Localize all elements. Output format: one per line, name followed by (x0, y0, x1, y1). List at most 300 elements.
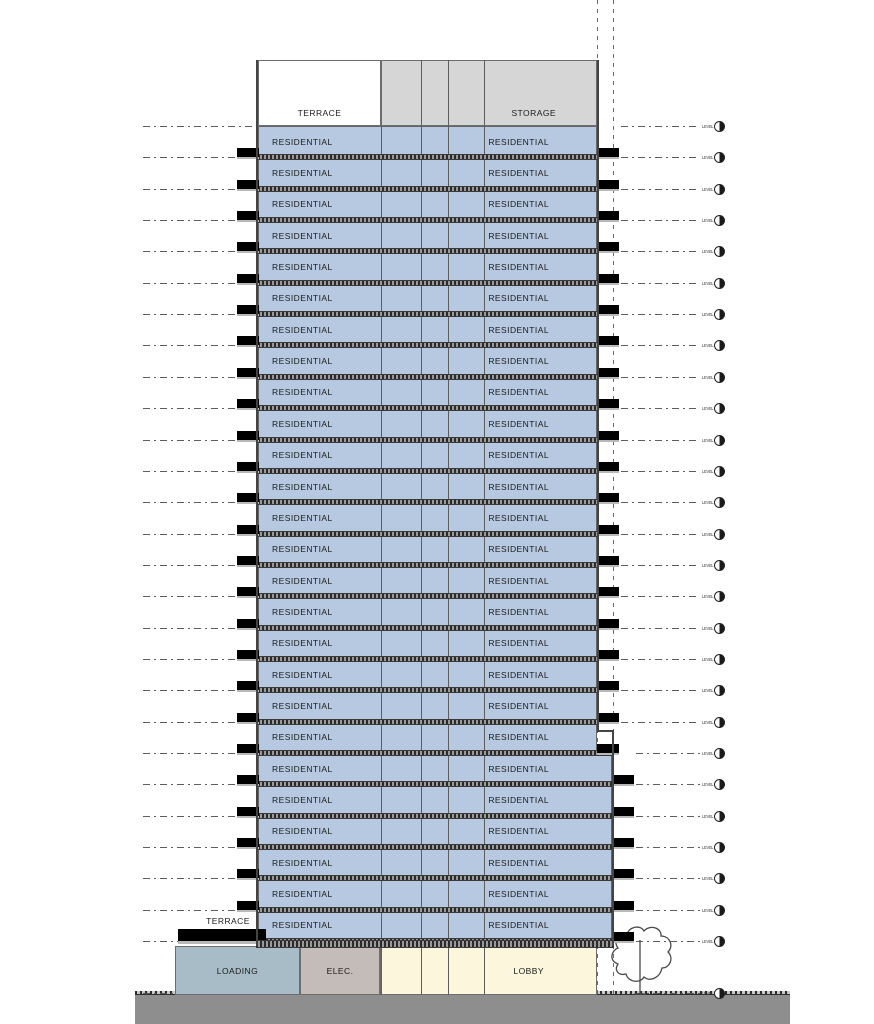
floor-structure-band-25 (258, 907, 612, 913)
level-line-right-12 (621, 502, 700, 503)
balcony-right-19 (597, 713, 619, 722)
elevation-target-icon-16 (714, 623, 725, 634)
floor-label-left-19: RESIDENTIAL (272, 700, 333, 711)
elevation-target-icon-2 (714, 184, 725, 195)
floor-8-column-line-3 (484, 345, 485, 376)
balcony-right-6 (597, 305, 619, 314)
floor-slab-12 (258, 471, 597, 502)
floor-label-left-12: RESIDENTIAL (272, 481, 333, 492)
level-tag-text-22: LEVEL (702, 813, 714, 820)
ground-ceiling-slab (256, 940, 614, 948)
floor-structure-band-11 (258, 468, 597, 474)
floor-2-column-line-3 (484, 157, 485, 188)
balcony-right-20 (597, 744, 619, 753)
floor-14-column-line-2 (448, 534, 449, 565)
floor-label-right-7: RESIDENTIAL (488, 324, 549, 335)
floor-label-right-3: RESIDENTIAL (488, 199, 549, 210)
level-line-right-3 (621, 220, 700, 221)
floor-5-column-line-3 (484, 251, 485, 282)
level-tag-text-26: LEVEL (702, 938, 714, 945)
floor-structure-band-10 (258, 437, 597, 443)
level-tag-7[interactable] (702, 340, 725, 351)
elevation-target-icon-8 (714, 372, 725, 383)
floor-slab-24 (258, 847, 612, 878)
low-terrace-label-box (190, 914, 266, 928)
floor-26-column-line-0 (381, 910, 382, 941)
elevation-target-icon-6 (714, 309, 725, 320)
floor-1-column-line-3 (484, 126, 485, 157)
floor-structure-band-3 (258, 217, 597, 223)
level-tag-14[interactable] (702, 560, 725, 571)
floor-slab-23 (258, 816, 612, 847)
floor-label-left-25: RESIDENTIAL (272, 889, 333, 900)
floor-label-left-14: RESIDENTIAL (272, 544, 333, 555)
level-line-right-19 (621, 722, 700, 723)
floor-19-column-line-2 (448, 690, 449, 721)
balcony-right-4 (597, 242, 619, 251)
floor-6-column-line-2 (448, 283, 449, 314)
elevation-target-icon-1 (714, 152, 725, 163)
floor-structure-band-4 (258, 248, 597, 254)
elevation-target-icon-22 (714, 811, 725, 822)
floor-16-column-line-1 (421, 596, 422, 627)
floor-label-right-19: RESIDENTIAL (488, 700, 549, 711)
floor-23-column-line-1 (421, 816, 422, 847)
floor-26-column-line-3 (484, 910, 485, 941)
elevation-target-icon-7 (714, 340, 725, 351)
roof-column-line-3 (484, 60, 485, 126)
floor-7-column-line-0 (381, 314, 382, 345)
level-tag-0[interactable] (702, 121, 725, 132)
roof-storage-space (381, 60, 597, 126)
floor-label-right-23: RESIDENTIAL (488, 826, 549, 837)
level-tag-12[interactable] (702, 497, 725, 508)
balcony-right-12 (597, 493, 619, 502)
floor-structure-band-21 (258, 781, 612, 787)
floor-8-column-line-2 (448, 345, 449, 376)
floor-label-right-6: RESIDENTIAL (488, 293, 549, 304)
ground-space-loading (175, 946, 300, 995)
floor-structure-band-23 (258, 844, 612, 850)
floor-26-column-line-2 (448, 910, 449, 941)
balcony-right-8 (597, 368, 619, 377)
floor-9-column-line-3 (484, 377, 485, 408)
floor-label-right-24: RESIDENTIAL (488, 857, 549, 868)
floor-8-column-line-1 (421, 345, 422, 376)
level-tag-text-0: LEVEL (702, 123, 714, 130)
level-tag-5[interactable] (702, 278, 725, 289)
floor-label-left-2: RESIDENTIAL (272, 168, 333, 179)
roof-storage-label: STORAGE (511, 108, 556, 118)
floor-4-column-line-1 (421, 220, 422, 251)
ground-space-label-elec: ELEC. (326, 965, 354, 976)
floor-slab-16 (258, 596, 597, 627)
ground-mass (135, 995, 790, 1024)
floor-6-column-line-1 (421, 283, 422, 314)
floor-20-column-line-0 (381, 722, 382, 753)
level-tag-22[interactable] (702, 811, 725, 822)
ground-space-elec (300, 946, 380, 995)
floor-12-column-line-2 (448, 471, 449, 502)
level-tag-8[interactable] (702, 372, 725, 383)
floor-17-column-line-3 (484, 628, 485, 659)
floor-label-right-1: RESIDENTIAL (488, 136, 549, 147)
floor-18-column-line-1 (421, 659, 422, 690)
floor-label-right-11: RESIDENTIAL (488, 450, 549, 461)
floor-slab-4 (258, 220, 597, 251)
floor-14-column-line-3 (484, 534, 485, 565)
level-tag-text-2: LEVEL (702, 186, 714, 193)
ground-column-line-0 (381, 946, 382, 995)
elevation-target-icon-12 (714, 497, 725, 508)
floor-slab-1 (258, 126, 597, 157)
level-tag-9[interactable] (702, 403, 725, 414)
floor-label-left-24: RESIDENTIAL (272, 857, 333, 868)
floor-2-column-line-2 (448, 157, 449, 188)
level-tag-text-4: LEVEL (702, 248, 714, 255)
floor-label-right-10: RESIDENTIAL (488, 418, 549, 429)
floor-slab-6 (258, 283, 597, 314)
level-tag-10[interactable] (702, 435, 725, 446)
floor-23-column-line-2 (448, 816, 449, 847)
floor-structure-band-19 (258, 719, 597, 725)
floor-14-column-line-0 (381, 534, 382, 565)
level-tag-27[interactable] (702, 988, 725, 999)
level-tag-24[interactable] (702, 873, 725, 884)
floor-4-column-line-2 (448, 220, 449, 251)
floor-3-column-line-2 (448, 189, 449, 220)
floor-24-column-line-1 (421, 847, 422, 878)
floor-slab-21 (258, 753, 612, 784)
level-tag-19[interactable] (702, 717, 725, 728)
low-terrace-slab-shadow (178, 941, 266, 944)
balcony-right-9 (597, 399, 619, 408)
level-tag-text-5: LEVEL (702, 280, 714, 287)
floor-25-column-line-3 (484, 878, 485, 909)
level-line-right-17 (621, 659, 700, 660)
floor-1-column-line-2 (448, 126, 449, 157)
level-tag-text-24: LEVEL (702, 875, 714, 882)
floor-structure-band-7 (258, 342, 597, 348)
level-tag-21[interactable] (702, 779, 725, 790)
level-line-right-15 (621, 596, 700, 597)
floor-4-column-line-0 (381, 220, 382, 251)
floor-21-column-line-2 (448, 753, 449, 784)
level-line-right-0 (621, 126, 700, 127)
low-terrace-slab (178, 929, 266, 941)
floor-structure-band-8 (258, 374, 597, 380)
floor-label-left-22: RESIDENTIAL (272, 795, 333, 806)
balcony-right-14 (597, 556, 619, 565)
floor-6-column-line-3 (484, 283, 485, 314)
balcony-right-7 (597, 336, 619, 345)
floor-structure-band-24 (258, 875, 612, 881)
level-tag-text-3: LEVEL (702, 217, 714, 224)
balcony-right-26 (612, 932, 634, 941)
floor-20-column-line-1 (421, 722, 422, 753)
level-tag-6[interactable] (702, 309, 725, 320)
level-line-right-21 (636, 784, 700, 785)
floor-13-column-line-1 (421, 502, 422, 533)
balcony-right-18 (597, 681, 619, 690)
floor-18-column-line-3 (484, 659, 485, 690)
elevation-target-icon-10 (714, 435, 725, 446)
floor-15-column-line-2 (448, 565, 449, 596)
level-line-right-9 (621, 408, 700, 409)
level-tag-text-16: LEVEL (702, 625, 714, 632)
level-tag-13[interactable] (702, 529, 725, 540)
floor-24-column-line-2 (448, 847, 449, 878)
balcony-right-1 (597, 148, 619, 157)
level-tag-text-12: LEVEL (702, 499, 714, 506)
level-line-right-14 (621, 565, 700, 566)
elevation-target-icon-9 (714, 403, 725, 414)
floor-label-left-1: RESIDENTIAL (272, 136, 333, 147)
floor-label-left-4: RESIDENTIAL (272, 230, 333, 241)
floor-structure-band-5 (258, 280, 597, 286)
floor-7-column-line-2 (448, 314, 449, 345)
floor-slab-13 (258, 502, 597, 533)
level-tag-3[interactable] (702, 215, 725, 226)
elevation-target-icon-13 (714, 529, 725, 540)
level-tag-25[interactable] (702, 905, 725, 916)
floor-slab-9 (258, 377, 597, 408)
elevation-target-icon-18 (714, 685, 725, 696)
level-line-right-18 (621, 690, 700, 691)
ground-column-line-1 (421, 946, 422, 995)
level-line-right-23 (636, 847, 700, 848)
floor-structure-band-18 (258, 687, 597, 693)
ground-space-lobby (380, 946, 597, 995)
ground-space-label-lobby: LOBBY (513, 965, 544, 976)
tower-wall-right-upper (597, 60, 599, 730)
floor-8-column-line-0 (381, 345, 382, 376)
elevation-target-icon-11 (714, 466, 725, 477)
elevation-target-icon-17 (714, 654, 725, 665)
floor-label-left-16: RESIDENTIAL (272, 606, 333, 617)
floor-label-left-7: RESIDENTIAL (272, 324, 333, 335)
level-tag-text-8: LEVEL (702, 374, 714, 381)
level-line-right-16 (621, 628, 700, 629)
level-tag-20[interactable] (702, 748, 725, 759)
ground-column-line-3 (484, 946, 485, 995)
floor-19-column-line-1 (421, 690, 422, 721)
level-tag-16[interactable] (702, 623, 725, 634)
floor-9-column-line-1 (421, 377, 422, 408)
level-tag-4[interactable] (702, 246, 725, 257)
level-line-right-24 (636, 878, 700, 879)
elevation-target-icon-21 (714, 779, 725, 790)
level-line-right-4 (621, 251, 700, 252)
level-tag-text-17: LEVEL (702, 656, 714, 663)
floor-label-left-6: RESIDENTIAL (272, 293, 333, 304)
floor-10-column-line-2 (448, 408, 449, 439)
floor-label-right-26: RESIDENTIAL (488, 920, 549, 931)
floor-label-left-5: RESIDENTIAL (272, 262, 333, 273)
floor-slab-25 (258, 878, 612, 909)
floor-label-left-26: RESIDENTIAL (272, 920, 333, 931)
level-tag-2[interactable] (702, 184, 725, 195)
floor-label-left-11: RESIDENTIAL (272, 450, 333, 461)
balcony-right-3 (597, 211, 619, 220)
floor-21-column-line-3 (484, 753, 485, 784)
floor-11-column-line-2 (448, 440, 449, 471)
tower-step-ledge (597, 730, 614, 732)
elevation-target-icon-15 (714, 591, 725, 602)
floor-slab-19 (258, 690, 597, 721)
floor-label-left-8: RESIDENTIAL (272, 356, 333, 367)
floor-slab-14 (258, 534, 597, 565)
floor-2-column-line-0 (381, 157, 382, 188)
floor-13-column-line-0 (381, 502, 382, 533)
elevation-target-icon-24 (714, 873, 725, 884)
floor-label-left-21: RESIDENTIAL (272, 763, 333, 774)
level-tag-text-27: LEVEL (702, 990, 714, 997)
balcony-right-16 (597, 619, 619, 628)
level-line-right-8 (621, 377, 700, 378)
roof-terrace-label: TERRACE (297, 108, 342, 118)
floor-label-right-8: RESIDENTIAL (488, 356, 549, 367)
balcony-right-22 (612, 807, 634, 816)
level-line-right-13 (621, 534, 700, 535)
floor-label-right-20: RESIDENTIAL (488, 732, 549, 743)
level-tag-17[interactable] (702, 654, 725, 665)
level-tag-text-15: LEVEL (702, 593, 714, 600)
floor-6-column-line-0 (381, 283, 382, 314)
ground-space-label-loading: LOADING (216, 965, 259, 976)
elevation-target-icon-20 (714, 748, 725, 759)
elevation-target-icon-26 (714, 936, 725, 947)
floor-label-right-18: RESIDENTIAL (488, 669, 549, 680)
balcony-right-5 (597, 274, 619, 283)
floor-label-left-17: RESIDENTIAL (272, 638, 333, 649)
level-tag-23[interactable] (702, 842, 725, 853)
floor-label-right-14: RESIDENTIAL (488, 544, 549, 555)
floor-21-column-line-0 (381, 753, 382, 784)
floor-structure-band-2 (258, 186, 597, 192)
floor-slab-22 (258, 784, 612, 815)
level-tag-26[interactable] (702, 936, 725, 947)
floor-slab-20 (258, 722, 597, 753)
level-tag-15[interactable] (702, 591, 725, 602)
floor-label-right-25: RESIDENTIAL (488, 889, 549, 900)
floor-22-column-line-2 (448, 784, 449, 815)
level-tag-18[interactable] (702, 685, 725, 696)
elevation-target-icon-4 (714, 246, 725, 257)
floor-1-column-line-0 (381, 126, 382, 157)
level-tag-1[interactable] (702, 152, 725, 163)
floor-label-left-20: RESIDENTIAL (272, 732, 333, 743)
floor-slab-11 (258, 440, 597, 471)
floor-slab-26 (258, 910, 612, 941)
level-line-right-2 (621, 189, 700, 190)
roof-column-line-1 (421, 60, 422, 126)
floor-16-column-line-3 (484, 596, 485, 627)
level-line-right-20 (636, 753, 700, 754)
floor-structure-band-13 (258, 531, 597, 537)
floor-label-left-15: RESIDENTIAL (272, 575, 333, 586)
floor-10-column-line-3 (484, 408, 485, 439)
floor-25-column-line-2 (448, 878, 449, 909)
balcony-right-23 (612, 838, 634, 847)
floor-17-column-line-2 (448, 628, 449, 659)
floor-label-right-22: RESIDENTIAL (488, 795, 549, 806)
floor-7-column-line-1 (421, 314, 422, 345)
floor-11-column-line-1 (421, 440, 422, 471)
floor-22-column-line-1 (421, 784, 422, 815)
floor-structure-band-15 (258, 593, 597, 599)
floor-label-right-17: RESIDENTIAL (488, 638, 549, 649)
floor-26-column-line-1 (421, 910, 422, 941)
floor-13-column-line-2 (448, 502, 449, 533)
level-line-right-6 (621, 314, 700, 315)
floor-label-left-10: RESIDENTIAL (272, 418, 333, 429)
floor-label-right-12: RESIDENTIAL (488, 481, 549, 492)
elevation-target-icon-0 (714, 121, 725, 132)
floor-slab-18 (258, 659, 597, 690)
tower-wall-left (256, 60, 258, 946)
level-tag-text-9: LEVEL (702, 405, 714, 412)
floor-slab-3 (258, 189, 597, 220)
roof-column-line-2 (448, 60, 449, 126)
level-line-right-1 (621, 157, 700, 158)
balcony-right-10 (597, 431, 619, 440)
floor-11-column-line-0 (381, 440, 382, 471)
level-tag-11[interactable] (702, 466, 725, 477)
floor-label-left-13: RESIDENTIAL (272, 512, 333, 523)
level-tag-text-25: LEVEL (702, 907, 714, 914)
low-terrace-label: TERRACE (206, 916, 250, 926)
floor-slab-8 (258, 345, 597, 376)
balcony-right-24 (612, 869, 634, 878)
floor-15-column-line-0 (381, 565, 382, 596)
floor-structure-band-16 (258, 625, 597, 631)
floor-label-left-18: RESIDENTIAL (272, 669, 333, 680)
floor-slab-7 (258, 314, 597, 345)
level-line-right-10 (621, 440, 700, 441)
elevation-target-icon-3 (714, 215, 725, 226)
floor-3-column-line-1 (421, 189, 422, 220)
floor-structure-band-1 (258, 154, 597, 160)
floor-label-right-9: RESIDENTIAL (488, 387, 549, 398)
elevation-target-icon-19 (714, 717, 725, 728)
floor-structure-band-6 (258, 311, 597, 317)
floor-18-column-line-2 (448, 659, 449, 690)
floor-17-column-line-0 (381, 628, 382, 659)
level-tag-text-23: LEVEL (702, 844, 714, 851)
floor-9-column-line-0 (381, 377, 382, 408)
floor-15-column-line-3 (484, 565, 485, 596)
level-tag-text-20: LEVEL (702, 750, 714, 757)
level-tag-text-1: LEVEL (702, 154, 714, 161)
floor-label-right-21: RESIDENTIAL (488, 763, 549, 774)
floor-slab-5 (258, 251, 597, 282)
floor-17-column-line-1 (421, 628, 422, 659)
floor-structure-band-14 (258, 562, 597, 568)
balcony-right-17 (597, 650, 619, 659)
floor-structure-band-22 (258, 813, 612, 819)
floor-24-column-line-3 (484, 847, 485, 878)
elevation-target-icon-27 (714, 988, 725, 999)
elevation-target-icon-14 (714, 560, 725, 571)
balcony-right-11 (597, 462, 619, 471)
floor-14-column-line-1 (421, 534, 422, 565)
floor-16-column-line-0 (381, 596, 382, 627)
roof-terrace-space (258, 60, 381, 126)
level-tag-text-10: LEVEL (702, 437, 714, 444)
floor-label-left-23: RESIDENTIAL (272, 826, 333, 837)
floor-5-column-line-0 (381, 251, 382, 282)
